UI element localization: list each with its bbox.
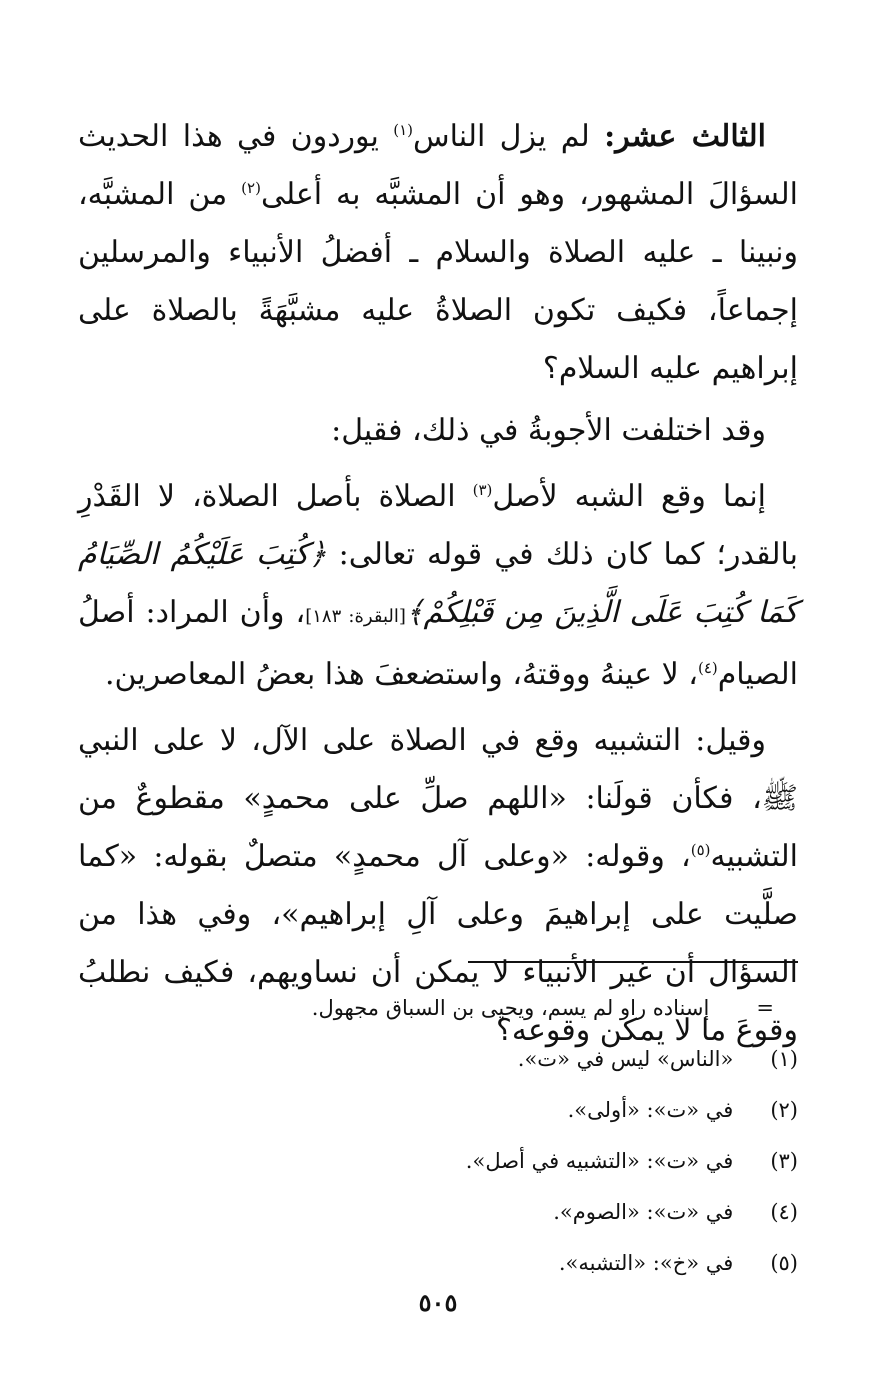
footnote-continuation — [78, 983, 798, 1034]
footnote-text: في «ت»: «التشبيه في أصل». — [465, 1149, 734, 1173]
footnote-item — [78, 1238, 798, 1289]
footnote-item — [78, 1136, 798, 1187]
paragraph-first-answer — [78, 468, 798, 704]
paragraph-text: ، وأن المراد: أصلُ الصيام — [78, 595, 798, 692]
footnote-text: «الناس» ليس في «ت». — [517, 1047, 734, 1071]
footnote-continuation-mark: = — [756, 996, 774, 1020]
paragraph-text: ، وقوله: «وعلى آل محمدٍ» متصلٌ بقوله: «كما صلَّيت على إبراهيمَ وعلى آلِ إبراهيم»، وفي هذا من السؤال أن غير الأنبياء لا يمكن أن نساويهم، فكيف نطلبُ وقوعَ ما لا يمكن وقوعه؟ — [78, 839, 798, 1048]
footnote-divider — [468, 961, 798, 963]
paragraph-text: وقد اختلفت الأجوبةُ في ذلك، فقيل: — [331, 413, 766, 448]
footnote-text: في «ت»: «أولى». — [567, 1098, 734, 1122]
paragraph-answers-intro — [78, 402, 798, 460]
paragraph-text: الصلاة بأصل الصلاة، لا القَدْرِ بالقدر؛ كما كان ذلك في قوله تعالى: — [78, 479, 798, 572]
footnote-marker[interactable]: (٥) — [690, 841, 711, 859]
footnote-number: (١) — [770, 1047, 798, 1071]
footnote-number: (٢) — [770, 1098, 798, 1122]
footnote-item — [78, 1034, 798, 1085]
footnote-number: (٥) — [770, 1251, 798, 1275]
paragraph-text: ، لا عينهُ ووقتهُ، واستضعفَ هذا بعضُ المعاصرين. — [104, 657, 698, 692]
paragraph-question — [78, 108, 798, 398]
paragraph-text: لم يزل الناس — [413, 119, 605, 154]
footnote-marker[interactable]: (٤) — [697, 659, 718, 677]
footnote-marker[interactable]: (٣) — [472, 481, 493, 499]
quran-verse: ﴿كُتِبَ عَلَيْكُمُ الصِّيَامُ كَمَا كُتِبَ عَلَى الَّذِينَ مِن قَبْلِكُمْ﴾ — [78, 537, 798, 630]
footnote-text: إسناده راو لم يسم، ويحيى بن السباق مجهول. — [311, 996, 710, 1020]
footnote-number: (٣) — [770, 1149, 798, 1173]
footnote-marker[interactable]: (١) — [393, 121, 414, 139]
footnote-number: (٤) — [770, 1200, 798, 1224]
verse-reference: [البقرة: ١٨٣] — [305, 606, 406, 627]
section-heading: الثالث عشر: — [604, 119, 766, 154]
footnote-list — [78, 983, 798, 1289]
footnote-text: في «ت»: «الصوم». — [553, 1200, 734, 1224]
footnote-item — [78, 1085, 798, 1136]
book-page — [78, 108, 798, 1328]
page-number: ٥٠٥ — [418, 1288, 458, 1317]
footnote-text: في «خ»: «التشبه». — [558, 1251, 734, 1275]
paragraph-text: يوردون في هذا الحديث السؤالَ المشهور، وهو أن المشبَّه به أعلى — [78, 119, 798, 212]
paragraph-text: إنما وقع الشبه لأصل — [492, 479, 766, 514]
paragraph-text: من المشبَّه، ونبينا ـ عليه الصلاة والسلام ـ أفضلُ الأنبياء والمرسلين إجماعاً، فكيف تكون الصلاةُ عليه مشبَّهَةً بالصلاة على إبراهيم عليه السلام؟ — [78, 177, 798, 386]
footnote-marker[interactable]: (٢) — [241, 179, 261, 197]
footnotes-section — [78, 961, 798, 1289]
footnote-item — [78, 1187, 798, 1238]
paragraph-text: وقيل: التشبيه وقع في الصلاة على الآل، لا على النبي ﷺ، فكأن قولَنا: «اللهم صلِّ على محمدٍ» مقطوعٌ من التشبيه — [78, 723, 798, 874]
